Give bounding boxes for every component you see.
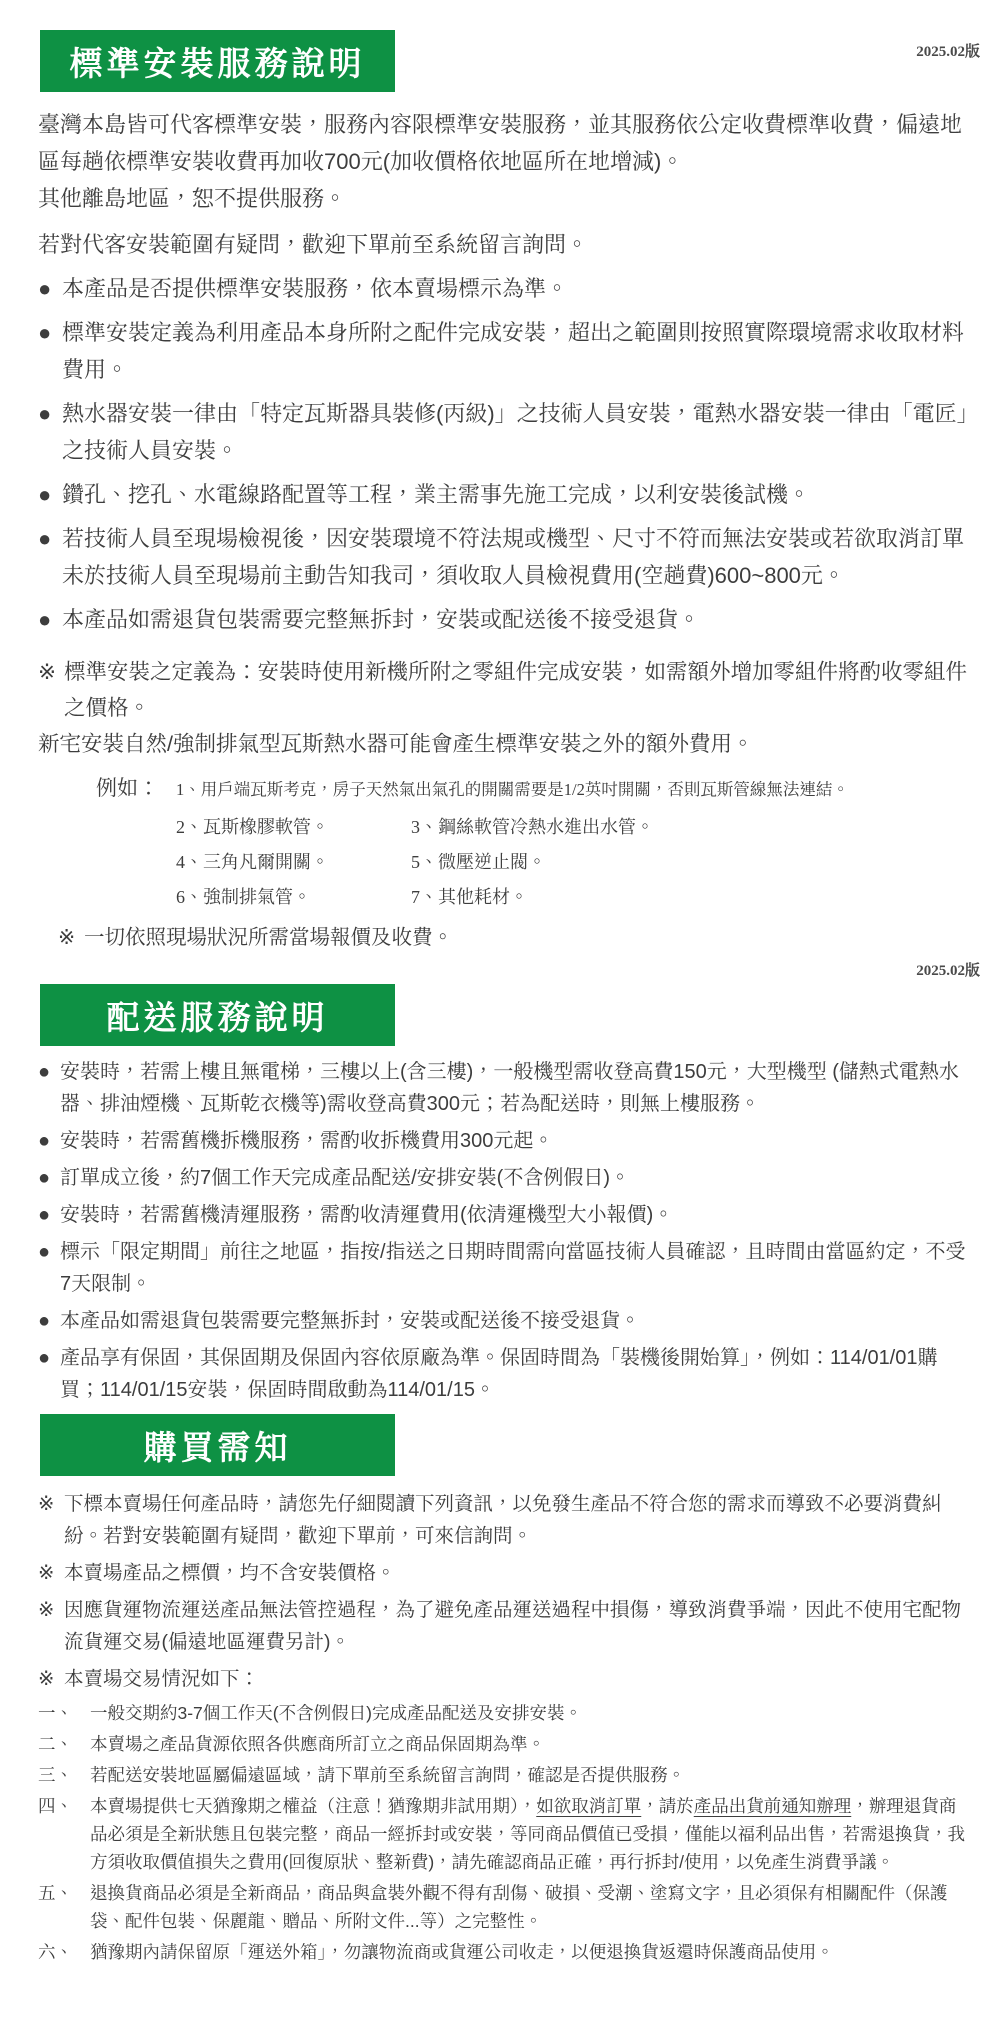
section-title-delivery	[40, 984, 395, 1046]
bullet-dot-icon: ●	[38, 607, 52, 632]
install-bullet-text: 本產品是否提供標準安裝服務，依本賣場標示為準。	[62, 276, 569, 301]
item-text-segment: ，請於	[641, 1796, 694, 1816]
item-text-segment: 本賣場提供七天猶豫期之權益（注意！猶豫期非試用期），	[90, 1796, 537, 1816]
section-standard-install	[0, 30, 1000, 955]
item-number: 三、	[38, 1765, 73, 1785]
purchase-note-item	[38, 1488, 970, 1552]
bullet-dot-icon: ●	[38, 526, 52, 551]
delivery-bullet-item	[38, 1305, 970, 1337]
bullet-dot-icon: ●	[38, 1241, 51, 1263]
install-intro-paragraph: 臺灣本島皆可代客標準安裝，服務內容限標準安裝服務，並其服務依公定收費標準收費，偏遠地區每趟依標準安裝收費再加收700元(加收價格依地區所在地增減)。	[38, 112, 963, 174]
example-pair-row	[176, 815, 970, 839]
item-text-segment: ，辦理退貨商品必須是全新狀態且包裝完整，商品一經拆封或安裝，等同商品價值已受損，僅能以福利品出售，若需退換貨，我方須收取價值損失之費用(回復原狀、整新費)，請先確認商品正確，再行拆封/使用，以免產生消費爭議。	[90, 1796, 965, 1872]
delivery-content	[0, 1056, 1000, 1406]
example-item-3: 3、鋼絲軟管冷熱水進出水管。	[411, 817, 654, 837]
item-number: 六、	[38, 1942, 73, 1962]
bullet-dot-icon: ●	[38, 320, 52, 345]
standard-install-content	[0, 106, 1000, 955]
item-number: 二、	[38, 1734, 73, 1754]
section-title-text: 標準安裝服務說明	[69, 44, 366, 82]
note-star-icon: ※	[58, 926, 76, 949]
version-label-top: 2025.02版	[916, 44, 980, 60]
install-bullet-text: 本產品如需退貨包裝需要完整無拆封，安裝或配送後不接受退貨。	[62, 607, 701, 632]
install-note-final-text: 一切依照現場狀況所需當場報價及收費。	[84, 926, 453, 949]
item-text: 退換貨商品必須是全新商品，商品與盒裝外觀不得有刮傷、破損、受潮、塗寫文字，且必須保有相關配件（保護袋、配件包裝、保麗龍、贈品、所附文件...等）之完整性。	[90, 1883, 948, 1931]
bullet-dot-icon: ●	[38, 1061, 51, 1083]
item-text: 一般交期約3-7個工作天(不含例假日)完成產品配送及安排安裝。	[90, 1703, 582, 1723]
note-star-icon: ※	[38, 1562, 55, 1584]
delivery-bullet-item	[38, 1162, 970, 1194]
delivery-bullet-text: 安裝時，若需舊機清運服務，需酌收清運費用(依清運機型大小報價)。	[60, 1204, 674, 1226]
bullet-dot-icon: ●	[38, 276, 52, 301]
install-bullet-text: 若技術人員至現場檢視後，因安裝環境不符法規或機型、尺寸不符而無法安裝或若欲取消訂單未於技術人員至現場前主動告知我司，須收取人員檢視費用(空趟費)600~800元。	[62, 526, 965, 588]
purchase-list-item	[38, 1699, 970, 1727]
install-bullet-text: 鑽孔、挖孔、水電線路配置等工程，業主需事先施工完成，以利安裝後試機。	[62, 482, 811, 507]
delivery-bullet-text: 訂單成立後，約7個工作天完成產品配送/安排安裝(不含例假日)。	[60, 1167, 630, 1189]
examples-label: 例如：	[96, 777, 159, 800]
install-bullet-item	[38, 395, 970, 469]
purchase-list-item	[38, 1879, 970, 1935]
purchase-note-text: 本賣場產品之標價，均不含安裝價格。	[64, 1562, 396, 1584]
bullet-dot-icon: ●	[38, 482, 52, 507]
purchase-list-item-cooling-off	[38, 1792, 970, 1876]
item-number: 五、	[38, 1883, 73, 1903]
bullet-dot-icon: ●	[38, 1310, 51, 1332]
item-text-underlined: 如欲取消訂單	[536, 1796, 642, 1816]
purchase-note-item	[38, 1663, 970, 1695]
purchase-note-text: 因應貨運物流運送產品無法管控過程，為了避免產品運送過程中損傷，導致消費爭端，因此不使用宅配物流貨運交易(偏遠地區運費另計)。	[64, 1599, 962, 1653]
service-notice-page	[0, 30, 1000, 2030]
install-bullet-item	[38, 476, 970, 513]
bullet-dot-icon: ●	[38, 1167, 51, 1189]
item-text: 本賣場之產品貨源依照各供應商所訂立之商品保固期為準。	[90, 1734, 545, 1754]
example-pair-row	[176, 850, 970, 874]
section-title-text: 配送服務說明	[106, 998, 329, 1036]
example-pair-row	[176, 885, 970, 909]
purchase-note-text: 下標本賣場任何產品時，請您先仔細閱讀下列資訊，以免發生產品不符合您的需求而導致不必要消費糾紛。若對安裝範圍有疑問，歡迎下單前，可來信詢問。	[64, 1493, 942, 1547]
delivery-bullet-item	[38, 1199, 970, 1231]
section-title-purchase	[40, 1414, 395, 1476]
delivery-bullet-item	[38, 1125, 970, 1157]
delivery-bullet-text: 安裝時，若需上樓且無電梯，三樓以上(含三樓)，一般機型需收登高費150元，大型機型 (儲熱式電熱水器、排油煙機、瓦斯乾衣機等)需收登高費300元；若為配送時，則無上樓服務。	[60, 1061, 959, 1115]
example-item-6: 6、強制排氣管。	[176, 887, 311, 907]
install-bullet-item	[38, 520, 970, 594]
purchase-numbered-list	[38, 1699, 970, 1966]
item-text-underlined: 產品出貨前通知辦理	[693, 1796, 852, 1816]
note-star-icon: ※	[38, 660, 57, 684]
purchase-list-item	[38, 1761, 970, 1789]
install-intro-question: 若對代客安裝範圍有疑問，歡迎下單前至系統留言詢問。	[38, 232, 589, 257]
item-text: 猶豫期內請保留原「運送外箱」，勿讓物流商或貨運公司收走，以便退換貨返還時保護商品使用。	[90, 1942, 834, 1962]
install-bullet-item	[38, 270, 970, 307]
item-text: 若配送安裝地區屬偏遠區域，請下單前至系統留言詢問，確認是否提供服務。	[90, 1765, 685, 1785]
section-purchase-notes	[0, 1414, 1000, 1966]
bullet-dot-icon: ●	[38, 1347, 51, 1369]
example-pair-list	[176, 815, 970, 909]
install-note-definition-text: 標準安裝之定義為：安裝時使用新機所附之零組件完成安裝，如需額外增加零組件將酌收零組件之價格。	[64, 660, 968, 720]
version-label-delivery: 2025.02版	[916, 963, 980, 979]
purchase-note-item	[38, 1594, 970, 1658]
purchase-list-item	[38, 1938, 970, 1966]
example-item-7: 7、其他耗材。	[411, 887, 528, 907]
note-star-icon: ※	[38, 1493, 55, 1515]
purchase-note-text: 本賣場交易情況如下：	[64, 1668, 260, 1690]
bullet-dot-icon: ●	[38, 1204, 51, 1226]
example-item-5: 5、微壓逆止閥。	[411, 852, 546, 872]
example-item-1: 1、用戶端瓦斯考克，房子天然氣出氣孔的開關需要是1/2英吋開關，否則瓦斯管線無法連結。	[176, 780, 849, 799]
install-bullet-item	[38, 314, 970, 388]
section-title-text: 購買需知	[143, 1428, 292, 1466]
item-number: 四、	[38, 1796, 73, 1816]
delivery-bullet-text: 產品享有保固，其保固期及保固內容依原廠為準。保固時間為「裝機後開始算」，例如：114/01/01購買；114/01/15安裝，保固時間啟動為114/01/15。	[60, 1347, 938, 1401]
example-item-2: 2、瓦斯橡膠軟管。	[176, 817, 329, 837]
install-intro-islands: 其他離島地區，恕不提供服務。	[38, 186, 347, 211]
delivery-bullet-item	[38, 1236, 970, 1300]
section-delivery	[0, 959, 1000, 1406]
install-note-definition	[38, 654, 970, 726]
delivery-bullet-text: 標示「限定期間」前往之地區，指按/指送之日期時間需向當區技術人員確認，且時間由當區約定，不受7天限制。	[60, 1241, 966, 1295]
example-first-row	[96, 772, 970, 804]
install-bullet-text: 熱水器安裝一律由「特定瓦斯器具裝修(丙級)」之技術人員安裝，電熱水器安裝一律由「電匠」之技術人員安裝。	[62, 401, 968, 463]
item-number: 一、	[38, 1703, 73, 1723]
bullet-dot-icon: ●	[38, 1130, 51, 1152]
install-note-final	[58, 921, 970, 955]
delivery-bullet-item	[38, 1056, 970, 1120]
delivery-bullet-text: 安裝時，若需舊機拆機服務，需酌收拆機費用300元起。	[60, 1130, 554, 1152]
install-bullet-item	[38, 601, 970, 638]
install-examples	[96, 772, 970, 909]
note-star-icon: ※	[38, 1668, 55, 1690]
install-note-extra-fee: 新宅安裝自然/強制排氣型瓦斯熱水器可能會產生標準安裝之外的額外費用。	[38, 732, 754, 756]
example-item-4: 4、三角凡爾開關。	[176, 852, 329, 872]
install-bullet-text: 標準安裝定義為利用產品本身所附之配件完成安裝，超出之範圍則按照實際環境需求收取材料費用。	[62, 320, 965, 382]
delivery-bullet-text: 本產品如需退貨包裝需要完整無拆封，安裝或配送後不接受退貨。	[60, 1310, 640, 1332]
purchase-note-list	[38, 1488, 970, 1695]
delivery-bullet-item	[38, 1342, 970, 1406]
purchase-list-item	[38, 1730, 970, 1758]
purchase-note-item	[38, 1557, 970, 1589]
note-star-icon: ※	[38, 1599, 55, 1621]
purchase-content	[0, 1488, 1000, 1966]
bullet-dot-icon: ●	[38, 401, 52, 426]
item-text	[90, 1792, 970, 1876]
